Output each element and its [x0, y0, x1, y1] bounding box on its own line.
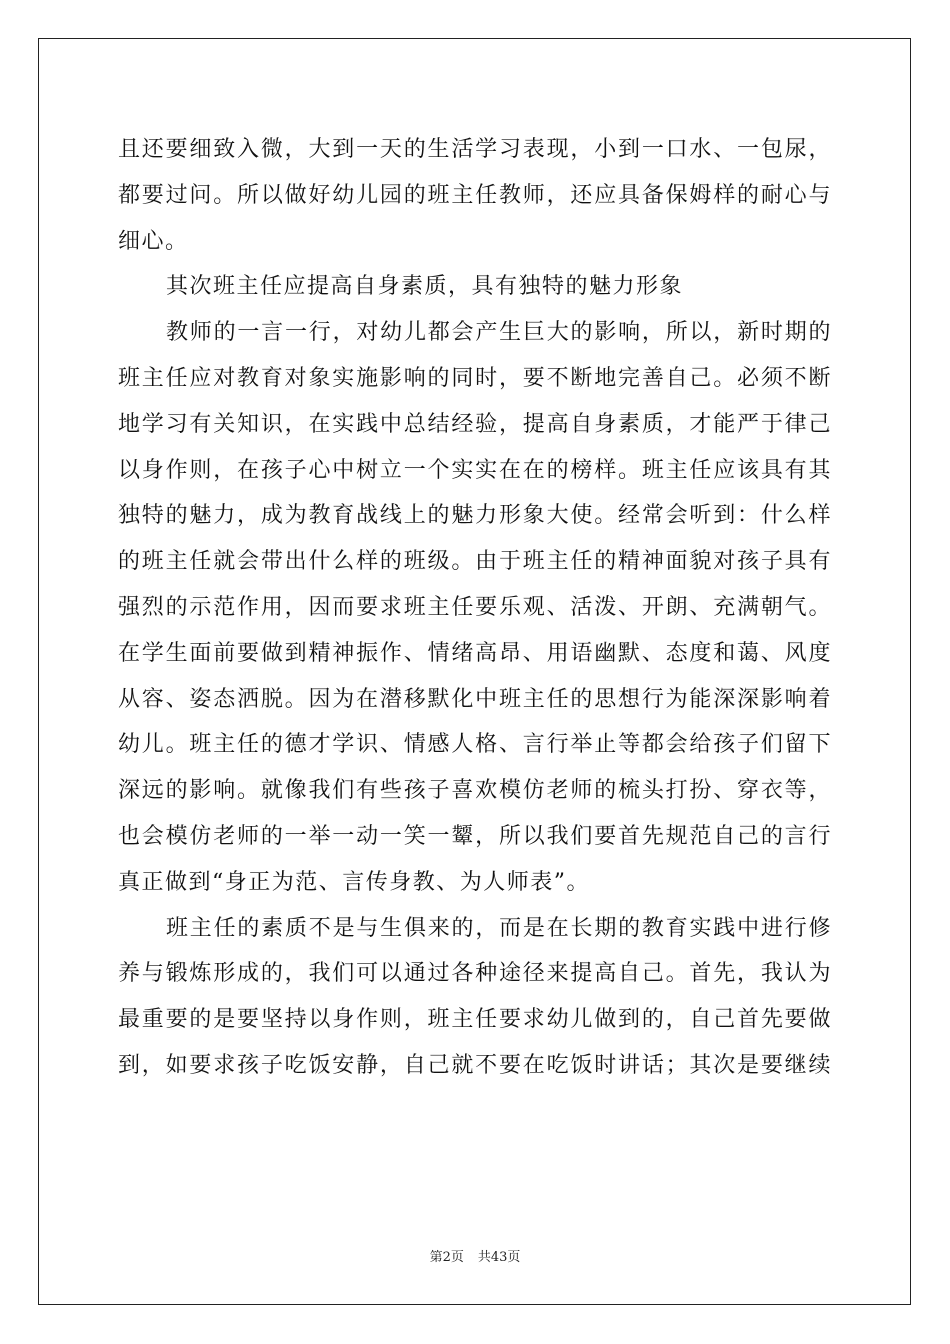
text-line: 幼儿。班主任的德才学识、情感人格、言行举止等都会给孩子们留下 — [118, 732, 832, 758]
text-line: 最重要的是要坚持以身作则，班主任要求幼儿做到的，自己首先要做 — [118, 1007, 832, 1033]
page-number: 第2页 — [429, 1250, 464, 1265]
text-line: 其次班主任应提高自身素质，具有独特的魅力形象 — [166, 274, 684, 300]
text-line: 养与锻炼形成的，我们可以通过各种途径来提高自己。首先，我认为 — [118, 961, 832, 987]
text-line: 地学习有关知识，在实践中总结经验，提高自身素质，才能严于律己 — [118, 411, 832, 437]
text-line: 从容、姿态洒脱。因为在潜移默化中班主任的思想行为能深深影响着 — [118, 686, 832, 712]
text-line: 真正做到“身正为范、言传身教、为人师表”。 — [118, 869, 590, 895]
text-line: 也会模仿老师的一举一动一笑一颦，所以我们要首先规范自己的言行 — [118, 823, 832, 849]
text-line: 班主任应对教育对象实施影响的同时，要不断地完善自己。必须不断 — [118, 365, 832, 391]
text-line: 强烈的示范作用，因而要求班主任要乐观、活泼、开朗、充满朝气。 — [118, 594, 832, 620]
text-line: 以身作则，在孩子心中树立一个实实在在的榜样。班主任应该具有其 — [118, 457, 832, 483]
document-body — [118, 127, 832, 1089]
text-line: 在学生面前要做到精神振作、情绪高昂、用语幽默、态度和蔼、风度 — [118, 640, 832, 666]
text-line: 且还要细致入微，大到一天的生活学习表现，小到一口水、一包尿， — [118, 137, 832, 162]
text-line: 教师的一言一行，对幼儿都会产生巨大的影响，所以，新时期的 — [166, 320, 832, 346]
text-line: 细心。 — [118, 228, 189, 254]
text-line: 的班主任就会带出什么样的班级。由于班主任的精神面貌对孩子具有 — [118, 549, 832, 575]
page-footer — [0, 1246, 950, 1265]
text-line: 深远的影响。就像我们有些孩子喜欢模仿老师的梳头打扮、穿衣等， — [118, 778, 832, 804]
text-line: 都要过问。所以做好幼儿园的班主任教师，还应具备保姆样的耐心与 — [118, 182, 832, 208]
total-pages: 共43页 — [477, 1250, 521, 1265]
text-line: 到，如要求孩子吃饭安静，自己就不要在吃饭时讲话；其次是要继续 — [118, 1052, 832, 1078]
text-line: 班主任的素质不是与生俱来的，而是在长期的教育实践中进行修 — [166, 915, 832, 941]
text-line: 独特的魅力，成为教育战线上的魅力形象大使。经常会听到：什么样 — [118, 503, 832, 529]
